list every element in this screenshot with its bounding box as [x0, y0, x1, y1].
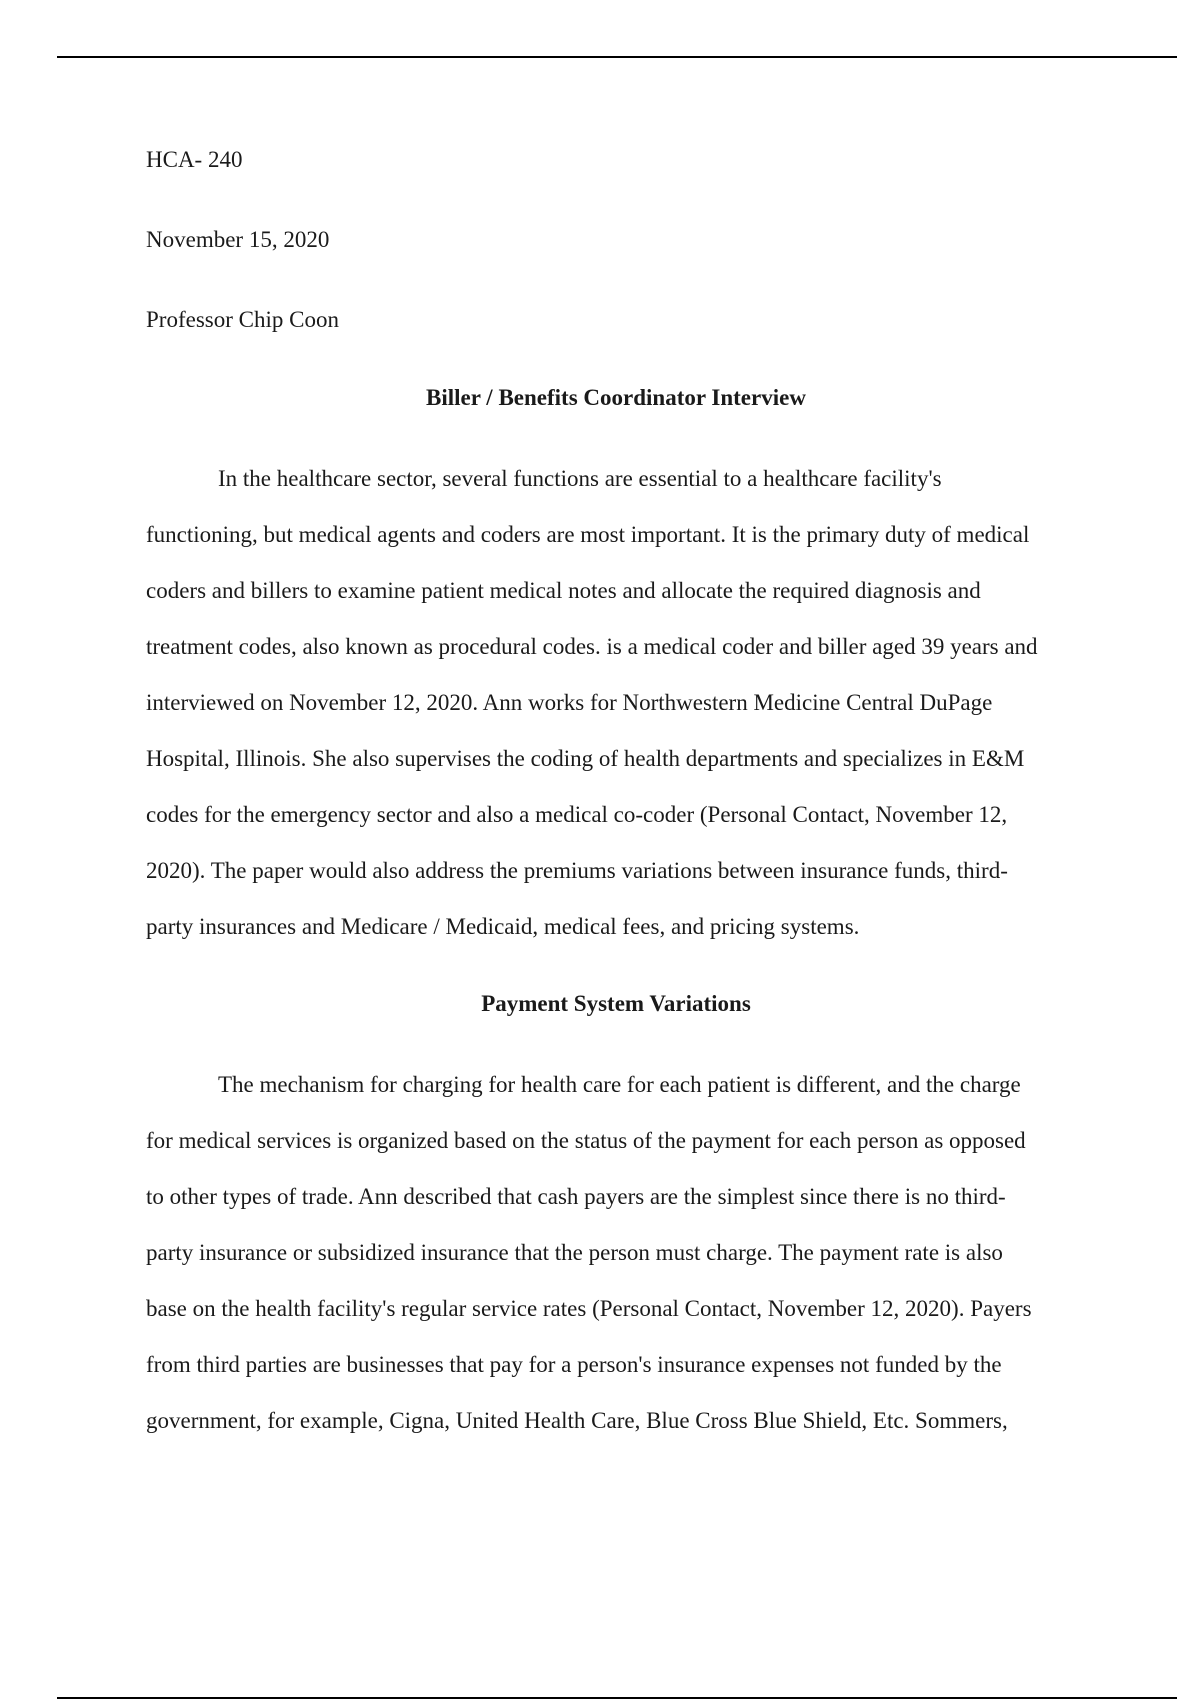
- paragraph-line: for medical services is organized based on the status of the payment for each person as opposed: [146, 1128, 1026, 1153]
- paragraph-line: codes for the emergency sector and also a medical co-coder (Personal Contact, November 12,: [146, 802, 1008, 827]
- paragraph-line: to other types of trade. Ann described that cash payers are the simplest since there is no third-: [146, 1184, 1006, 1209]
- course-code: HCA- 240: [146, 147, 243, 172]
- document-title: Biller / Benefits Coordinator Interview: [426, 385, 806, 410]
- payment-paragraph: [146, 1071, 1086, 1463]
- paragraph-line: from third parties are businesses that pay for a person's insurance expenses not funded by the: [146, 1352, 1002, 1377]
- paragraph-line: interviewed on November 12, 2020. Ann works for Northwestern Medicine Central DuPage: [146, 690, 993, 715]
- top-rule: [57, 56, 1177, 58]
- intro-paragraph: [146, 465, 1086, 969]
- bottom-rule: [57, 1697, 1177, 1699]
- paragraph-line: The mechanism for charging for health care for each patient is different, and the charge: [218, 1072, 1021, 1097]
- professor-name: Professor Chip Coon: [146, 307, 339, 332]
- paragraph-line: party insurance or subsidized insurance that the person must charge. The payment rate is also: [146, 1240, 1003, 1265]
- paragraph-line: Hospital, Illinois. She also supervises the coding of health departments and specializes in E&M: [146, 746, 1025, 771]
- paragraph-line: base on the health facility's regular service rates (Personal Contact, November 12, 2020). Payers: [146, 1296, 1032, 1321]
- paragraph-line: In the healthcare sector, several functions are essential to a healthcare facility's: [218, 466, 942, 491]
- paragraph-line: coders and billers to examine patient medical notes and allocate the required diagnosis and: [146, 578, 981, 603]
- paragraph-line: functioning, but medical agents and coders are most important. It is the primary duty of medical: [146, 522, 1030, 547]
- section-heading: Payment System Variations: [481, 991, 751, 1016]
- submission-date: November 15, 2020: [146, 227, 330, 252]
- paragraph-line: treatment codes, also known as procedural codes. is a medical coder and biller aged 39 years and: [146, 634, 1038, 659]
- paragraph-line: government, for example, Cigna, United Health Care, Blue Cross Blue Shield, Etc. Sommers,: [146, 1408, 1008, 1433]
- paragraph-line: party insurances and Medicare / Medicaid, medical fees, and pricing systems.: [146, 914, 860, 939]
- paragraph-line: 2020). The paper would also address the premiums variations between insurance funds, third-: [146, 858, 1008, 883]
